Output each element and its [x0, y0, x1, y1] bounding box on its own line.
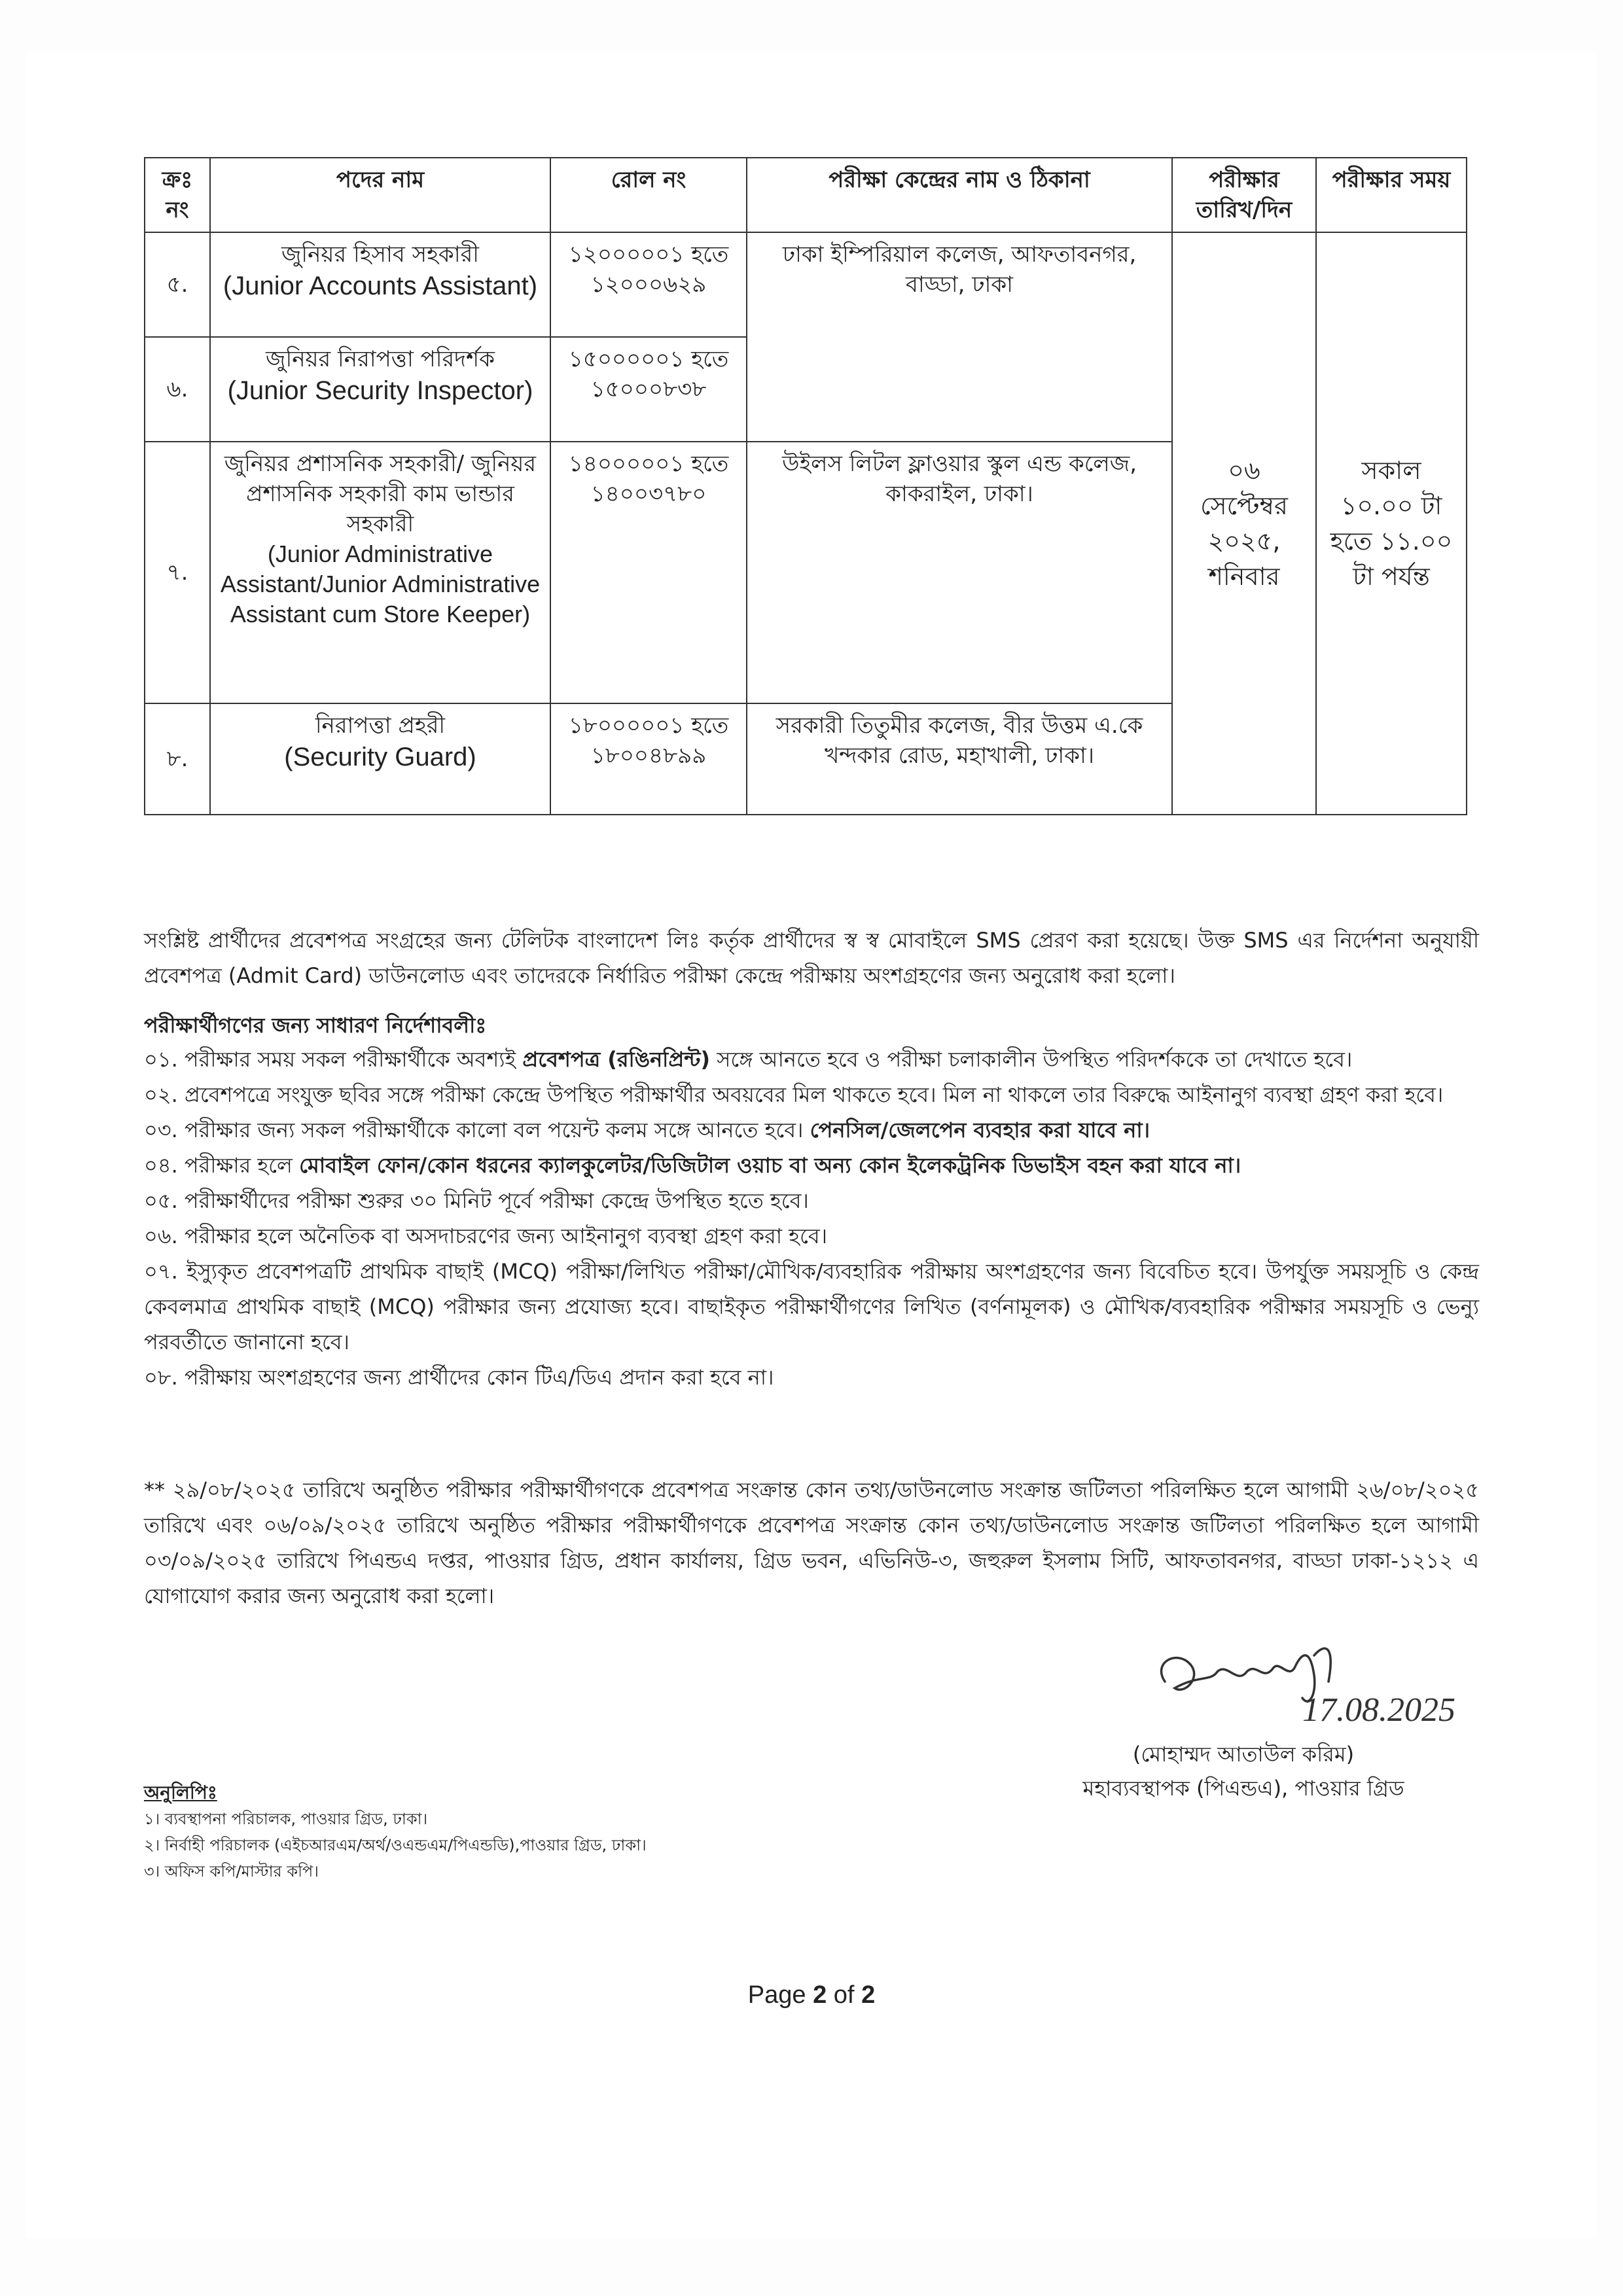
header-serial: ক্রঃ নং [145, 158, 210, 232]
table-header-row [145, 158, 1467, 232]
instruction-emphasis: প্রবেশপত্র (রঙিনপ্রিন্ট) [522, 1047, 711, 1072]
post-name-en: (Junior Security Inspector) [227, 376, 533, 405]
instruction-text: ০১. পরীক্ষার সময় সকল পরীক্ষার্থীকে অবশ্যই [144, 1047, 523, 1072]
instruction-item: ০৭. ইস্যুকৃত প্রবেশপত্রটি প্রাথমিক বাছাই (MCQ) পরীক্ষা/লিখিত পরীক্ষা/মৌখিক/ব্যবহারিক পরীক্ষায় অংশগ্রহণের জন্য বিবেচিত হবে। উপর্যুক্ত সময়সূচি ও কেন্দ্র কেবলমাত্র প্রাথমিক বাছাই (MCQ) পরীক্ষার জন্য প্রযোজ্য হবে। বাছাইকৃত পরীক্ষার্থীগণের লিখিত (বর্ণনামূলক) ও মৌখিক/ব্যবহারিক পরীক্ষার সময়সূচি ও ভেন্যু পরবর্তীতে জানানো হবে। [144, 1259, 1479, 1354]
post-name-bn: নিরাপত্তা প্রহরী [315, 713, 446, 739]
instruction-text: ০৪. পরীক্ষার হলে [144, 1153, 300, 1178]
copy-list [144, 1780, 929, 1884]
page-footer [0, 1981, 1623, 2009]
exam-schedule-table [144, 157, 1467, 815]
serial-cell: ৭. [145, 442, 210, 703]
post-name-bn: জুনিয়র প্রশাসনিক সহকারী/ জুনিয়র প্রশাসনিক সহকারী কাম ভান্ডার সহকারী [224, 451, 537, 537]
serial-cell: ৬. [145, 337, 210, 442]
copy-list-item: ৩। অফিস কপি/মাস্টার কপি। [144, 1862, 319, 1881]
header-time: পরীক্ষার সময় [1316, 158, 1467, 232]
exam-date-cell: ০৬ সেপ্টেম্বর ২০২৫, শনিবার [1172, 232, 1316, 815]
post-name-en: (Junior Administrative Assistant/Junior Administrative Assistant cum Store Keeper) [220, 540, 541, 627]
instruction-text: ০৩. পরীক্ষার জন্য সকল পরীক্ষার্থীকে কালো বল পয়েন্ট কলম সঙ্গে আনতে হবে। [144, 1118, 810, 1142]
post-cell [210, 703, 550, 815]
serial-cell: ৫. [145, 232, 210, 337]
center-cell: উইলস লিটল ফ্লাওয়ার স্কুল এন্ড কলেজ, কাকরাইল, ঢাকা। [747, 442, 1172, 703]
serial-cell: ৮. [145, 703, 210, 815]
post-name-en: (Security Guard) [284, 743, 476, 771]
center-cell: ঢাকা ইম্পিরিয়াল কলেজ, আফতাবনগর, বাড্ডা, ঢাকা [747, 232, 1172, 442]
header-center: পরীক্ষা কেন্দ্রের নাম ও ঠিকানা [747, 158, 1172, 232]
intro-paragraph: সংশ্লিষ্ট প্রার্থীদের প্রবেশপত্র সংগ্রহের জন্য টেলিটক বাংলাদেশ লিঃ কর্তৃক প্রার্থীদের স্ব স্ব মোবাইলে SMS প্রেরণ করা হয়েছে। উক্ত SMS এর নির্দেশনা অনুযায়ী প্রবেশপত্র (Admit Card) ডাউনলোড এবং তাদেরকে নির্ধারিত পরীক্ষা কেন্দ্রে পরীক্ষায় অংশগ্রহণের জন্য অনুরোধ করা হলো। [144, 928, 1479, 988]
table-row [145, 232, 1467, 337]
signatory-designation: মহাব্যবস্থাপক (পিএন্ডএ), পাওয়ার গ্রিড [1082, 1776, 1404, 1801]
instruction-emphasis: মোবাইল ফোন/কোন ধরনের ক্যালকুলেটর/ডিজিটাল ওয়াচ বা অন্য কোন ইলেকট্রনিক ডিভাইস বহন করা যাবে না। [299, 1153, 1241, 1178]
handwritten-signature [1139, 1636, 1479, 1727]
instructions-list [144, 1042, 1479, 1395]
instruction-item [144, 1148, 1479, 1183]
exam-time-cell: সকাল ১০.০০ টা হতে ১১.০০ টা পর্যন্ত [1316, 232, 1467, 815]
instruction-item: ০২. প্রবেশপত্রে সংযুক্ত ছবির সঙ্গে পরীক্ষা কেন্দ্রে উপস্থিত পরীক্ষার্থীর অবয়বের মিল থাকতে হবে। মিল না থাকলে তার বিরুদ্ধে আইনানুগ ব্যবস্থা গ্রহণ করা হবে। [144, 1082, 1444, 1107]
post-name-en: (Junior Accounts Assistant) [223, 272, 538, 300]
roll-cell: ১৮০০০০০১ হতে ১৮০০৪৮৯৯ [550, 703, 747, 815]
center-cell: সরকারী তিতুমীর কলেজ, বীর উত্তম এ.কে খন্দকার রোড, মহাখালী, ঢাকা। [747, 703, 1172, 815]
post-cell [210, 442, 550, 703]
post-name-bn: জুনিয়র হিসাব সহকারী [281, 241, 480, 268]
footer-current-page: 2 [813, 1981, 827, 2009]
header-post: পদের নাম [210, 158, 550, 232]
signatory-name: (মোহাম্মদ আতাউল করিম) [1132, 1742, 1355, 1767]
instruction-item: ০৫. পরীক্ষার্থীদের পরীক্ষা শুরুর ৩০ মিনিট পূর্বে পরীক্ষা কেন্দ্রে উপস্থিত হতে হবে। [144, 1188, 809, 1213]
header-date: পরীক্ষার তারিখ/দিন [1172, 158, 1316, 232]
footnote-paragraph: ** ২৯/০৮/২০২৫ তারিখে অনুষ্ঠিত পরীক্ষার পরীক্ষার্থীগণকে প্রবেশপত্র সংক্রান্ত কোন তথ্য/ডাউনলোড সংক্রান্ত জটিলতা পরিলক্ষিত হলে আগামী ২৬/০৮/২০২৫ তারিখে এবং ০৬/০৯/২০২৫ তারিখে অনুষ্ঠিত পরীক্ষার পরীক্ষার্থীগণকে প্রবেশপত্র সংক্রান্ত কোন তথ্য/ডাউনলোড সংক্রান্ত জটিলতা পরিলক্ষিত হলে আগামী ০৩/০৯/২০২৫ তারিখে পিএন্ডএ দপ্তর, পাওয়ার গ্রিড, প্রধান কার্যালয়, গ্রিড ভবন, এভিনিউ-৩, জহুরুল ইসলাম সিটি, আফতাবনগর, বাড্ডা ঢাকা-১২১২ এ যোগাযোগ করার জন্য অনুরোধ করা হলো। [144, 1477, 1479, 1608]
instruction-text: সঙ্গে আনতে হবে ও পরীক্ষা চলাকালীন উপস্থিত পরিদর্শককে তা দেখাতে হবে। [710, 1047, 1353, 1072]
footer-page-word: Page [747, 1981, 806, 2009]
instruction-item: ০৬. পরীক্ষার হলে অনৈতিক বা অসদাচরণের জন্য আইনানুগ ব্যবস্থা গ্রহণ করা হবে। [144, 1224, 828, 1248]
post-cell [210, 232, 550, 337]
footer-of-word: of [833, 1981, 855, 2009]
instruction-item: ০৮. পরীক্ষায় অংশগ্রহণের জন্য প্রার্থীদের কোন টিএ/ডিএ প্রদান করা হবে না। [144, 1365, 774, 1390]
instructions-heading: পরীক্ষার্থীগণের জন্য সাধারণ নির্দেশাবলীঃ [144, 1013, 487, 1038]
copy-list-item: ১। ব্যবস্থাপনা পরিচালক, পাওয়ার গ্রিড, ঢাকা। [144, 1810, 428, 1828]
roll-cell: ১২০০০০০১ হতে ১২০০০৬২৯ [550, 232, 747, 337]
instruction-item [144, 1042, 1479, 1077]
signature-date: 17.08.2025 [1302, 1691, 1455, 1727]
post-cell [210, 337, 550, 442]
footer-total-pages: 2 [861, 1981, 876, 2009]
roll-cell: ১৪০০০০০১ হতে ১৪০০৩৭৮০ [550, 442, 747, 703]
header-roll: রোল নং [550, 158, 747, 232]
copy-list-title: অনুলিপিঃ [144, 1782, 217, 1803]
instruction-emphasis: পেনসিল/জেলপেন ব্যবহার করা যাবে না। [810, 1118, 1150, 1142]
instruction-item [144, 1112, 1479, 1148]
post-name-bn: জুনিয়র নিরাপত্তা পরিদর্শক [266, 346, 495, 372]
copy-list-item: ২। নির্বাহী পরিচালক (এইচআরএম/অর্থ/ওএন্ডএম/পিএন্ডডি),পাওয়ার গ্রিড, ঢাকা। [144, 1836, 647, 1854]
roll-cell: ১৫০০০০০১ হতে ১৫০০০৮৩৮ [550, 337, 747, 442]
signatory-block [1021, 1737, 1466, 1805]
